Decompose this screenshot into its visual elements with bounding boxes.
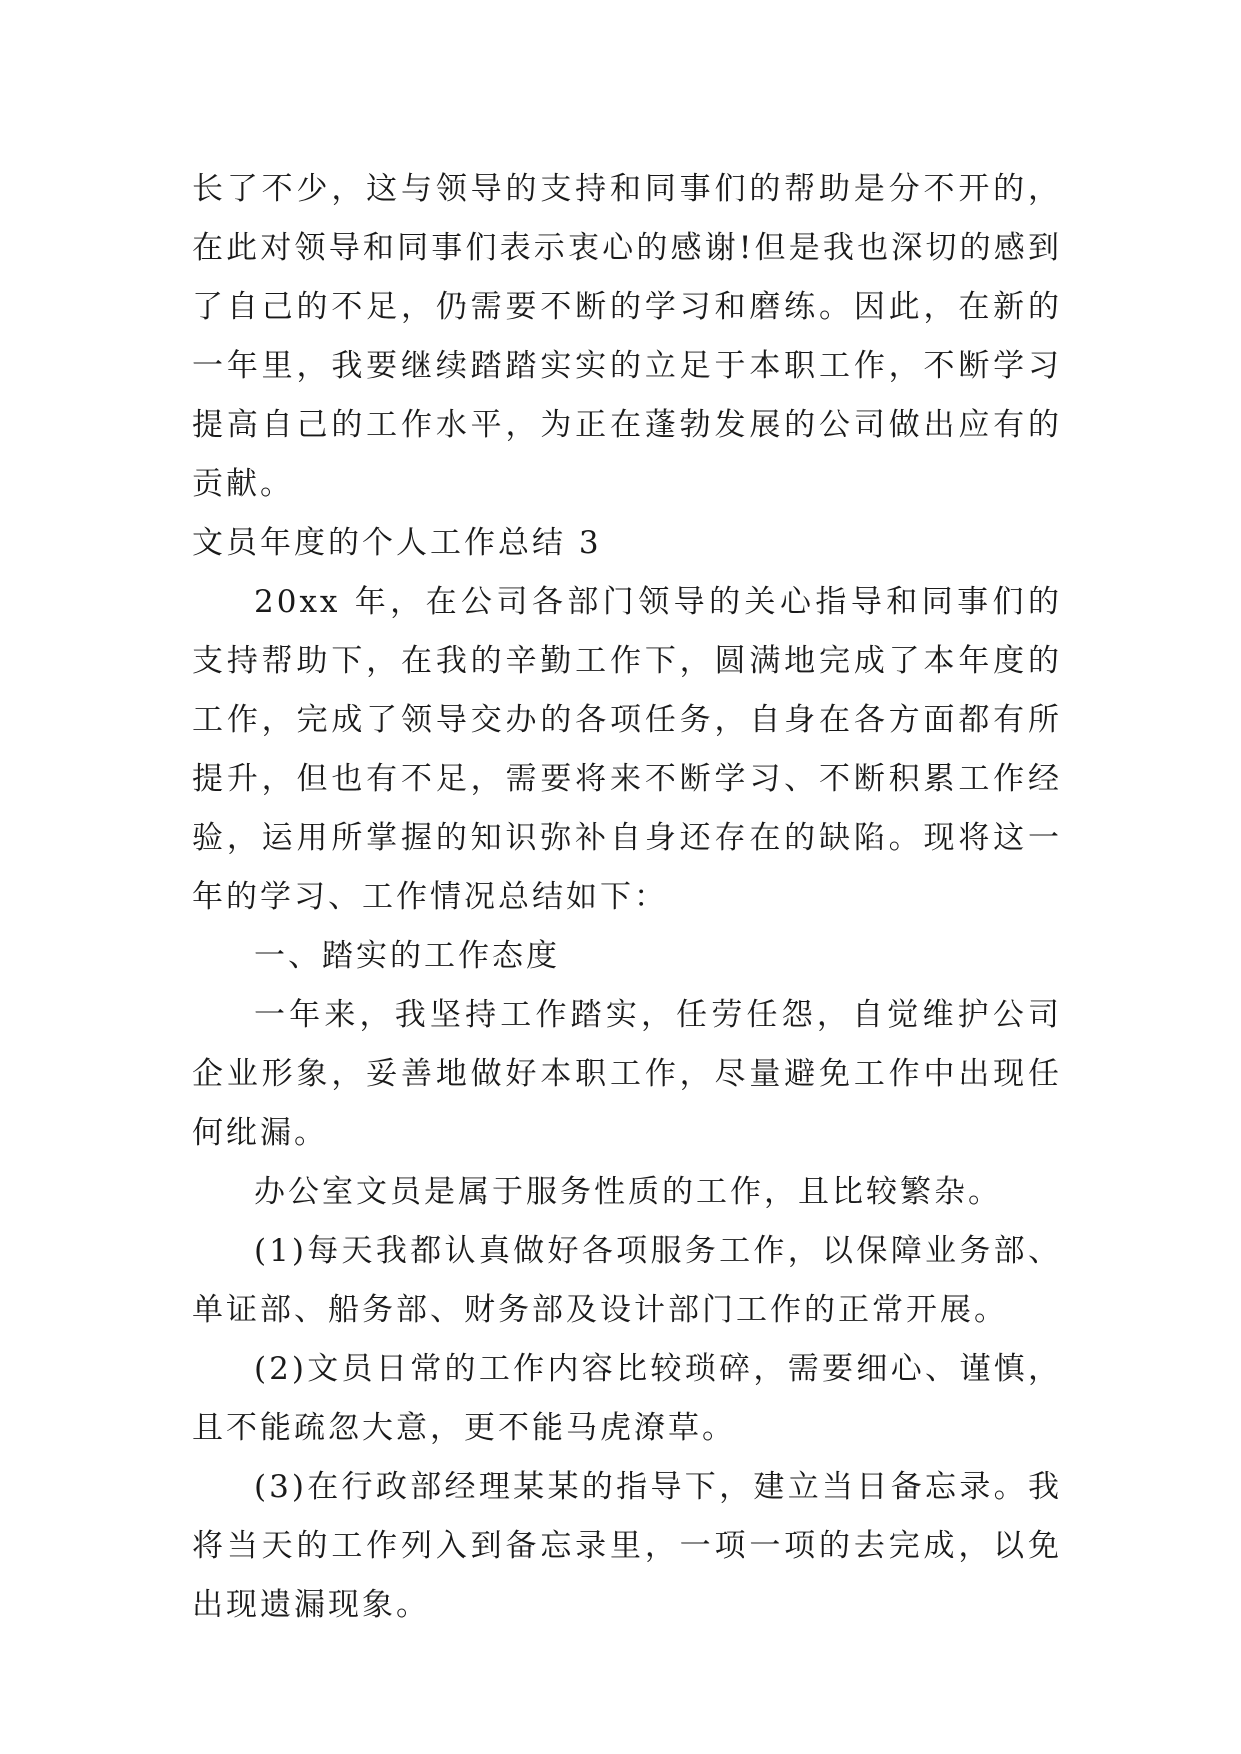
- list-item-1: (1)每天我都认真做好各项服务工作，以保障业务部、单证部、船务部、财务部及设计部门工作的正常开展。: [192, 1233, 1062, 1328]
- opening-paragraph: 20xx 年，在公司各部门领导的关心指导和同事们的支持帮助下，在我的辛勤工作下，圆满地完成了本年度的工作，完成了领导交办的各项任务，自身在各方面都有所提升，但也有不足，需要将来不断学习、不断积累工作经验，运用所掌握的知识弥补自身还存在的缺陷。现将这一年的学习、工作情况总结如下：: [192, 584, 1062, 915]
- subheading-work-attitude: 一、踏实的工作态度: [254, 938, 560, 974]
- list-item-2: (2)文员日常的工作内容比较琐碎，需要细心、谨慎，且不能疏忽大意，更不能马虎潦草。: [192, 1351, 1062, 1446]
- attitude-paragraph: 一年来，我坚持工作踏实，任劳任怨，自觉维护公司企业形象，妥善地做好本职工作，尽量避免工作中出现任何纰漏。: [192, 997, 1062, 1151]
- intro-paragraph: 长了不少，这与领导的支持和同事们的帮助是分不开的，在此对领导和同事们表示衷心的感谢!但是我也深切的感到了自己的不足，仍需要不断的学习和磨练。因此，在新的一年里，我要继续踏踏实实的立足于本职工作，不断学习提高自己的工作水平，为正在蓬勃发展的公司做出应有的贡献。: [192, 171, 1062, 502]
- section-title: 文员年度的个人工作总结 3: [192, 525, 602, 561]
- office-paragraph: 办公室文员是属于服务性质的工作，且比较繁杂。: [254, 1174, 1002, 1210]
- list-item-3: (3)在行政部经理某某的指导下，建立当日备忘录。我将当天的工作列入到备忘录里，一项一项的去完成，以免出现遗漏现象。: [192, 1469, 1062, 1623]
- document-body: [192, 160, 1062, 1635]
